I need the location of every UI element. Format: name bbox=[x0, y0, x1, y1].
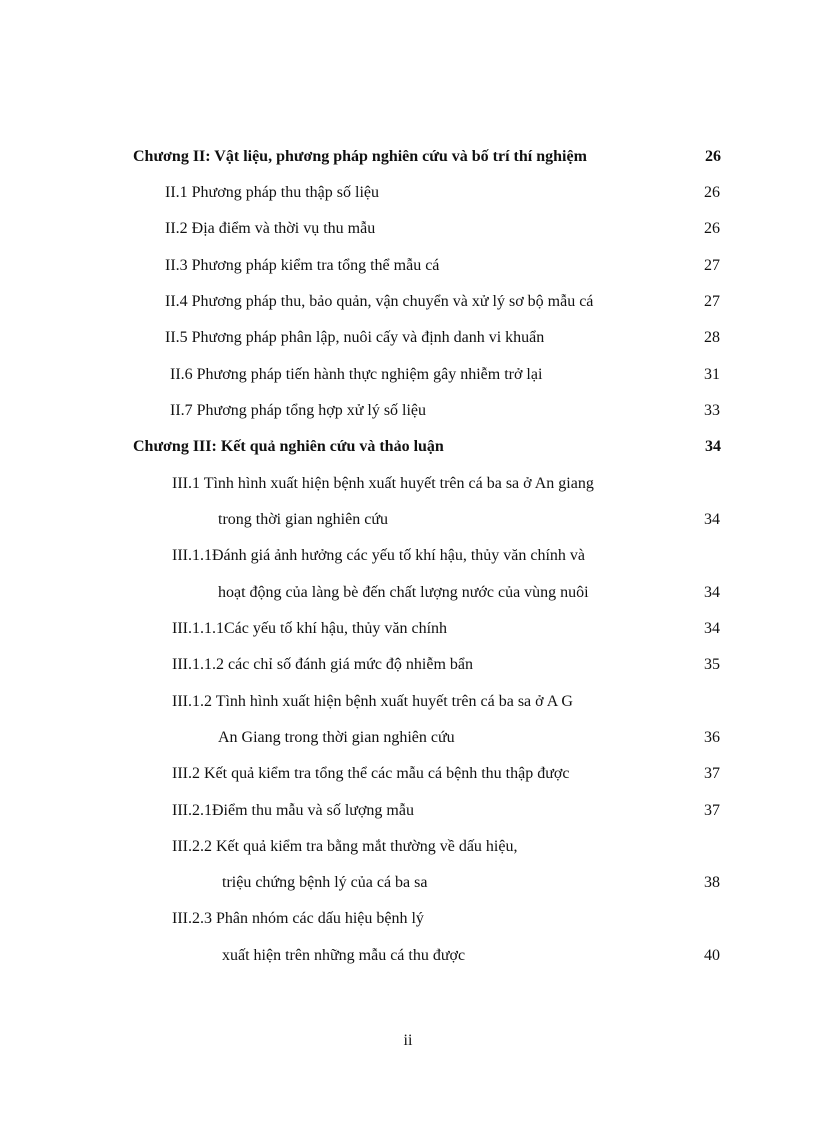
toc-entry-title: III.1.1.1Các yếu tố khí hậu, thủy văn chính bbox=[172, 620, 448, 637]
toc-entry-page: 36 bbox=[704, 729, 720, 746]
toc-entry-page: 26 bbox=[704, 184, 720, 201]
toc-entry-title: xuất hiện trên những mẫu cá thu được bbox=[222, 947, 466, 964]
toc-entry bbox=[165, 325, 720, 351]
toc-entry-title: III.1.2 Tình hình xuất hiện bệnh xuất huyết trên cá ba sa ở A G bbox=[172, 693, 573, 710]
toc-entry-title: III.1.1.2 các chỉ số đánh giá mức độ nhiễm bẩn bbox=[172, 656, 474, 673]
toc-entry-page: 28 bbox=[704, 329, 720, 346]
toc-entry-continuation bbox=[218, 725, 720, 751]
toc-entry-title: III.2 Kết quả kiểm tra tổng thể các mẫu cá bệnh thu thập được bbox=[172, 765, 570, 782]
toc-entry-title: II.6 Phương pháp tiến hành thực nghiệm gây nhiễm trở lại bbox=[170, 366, 543, 383]
toc-entry-continuation bbox=[218, 507, 720, 533]
toc-entry-title: triệu chứng bệnh lý của cá ba sa bbox=[222, 874, 428, 891]
toc-entry-title: II.3 Phương pháp kiểm tra tổng thể mẫu cá bbox=[165, 257, 440, 274]
toc-entry bbox=[172, 652, 720, 678]
toc-entry-title: II.4 Phương pháp thu, bảo quản, vận chuyển và xử lý sơ bộ mẫu cá bbox=[165, 293, 594, 310]
toc-entry-page: 40 bbox=[704, 947, 720, 964]
toc-entry-title: III.2.2 Kết quả kiểm tra bằng mắt thường về dấu hiệu, bbox=[172, 838, 518, 855]
toc-entry bbox=[172, 834, 720, 860]
toc-entry-continuation bbox=[222, 943, 720, 969]
toc-entry-page: 34 bbox=[704, 620, 720, 637]
toc-entry-page: 27 bbox=[704, 293, 720, 310]
toc-entry bbox=[172, 616, 720, 642]
toc-entry-title: trong thời gian nghiên cứu bbox=[218, 511, 388, 528]
toc-entry-page: 27 bbox=[704, 257, 720, 274]
toc-entry-page: 26 bbox=[704, 220, 720, 237]
toc-entry-page: 31 bbox=[704, 366, 720, 383]
toc-entry-title: II.5 Phương pháp phân lập, nuôi cấy và định danh vi khuẩn bbox=[165, 329, 545, 346]
toc-entry-page: 33 bbox=[704, 402, 720, 419]
toc-entry bbox=[172, 798, 720, 824]
toc-entry-page: 34 bbox=[705, 438, 721, 455]
toc-entry bbox=[172, 689, 720, 715]
toc-entry-title: An Giang trong thời gian nghiên cứu bbox=[218, 729, 455, 746]
toc-entry-title: II.1 Phương pháp thu thập số liệu bbox=[165, 184, 379, 201]
toc-entry-title: III.2.1Điểm thu mẫu và số lượng mẫu bbox=[172, 802, 414, 819]
toc-entry-continuation bbox=[222, 870, 720, 896]
toc-entry-title: III.2.3 Phân nhóm các dấu hiệu bệnh lý bbox=[172, 910, 424, 927]
toc-entry bbox=[165, 216, 720, 242]
toc-entry-page: 37 bbox=[704, 802, 720, 819]
toc-entry-page: 34 bbox=[704, 584, 720, 601]
toc-entry-title: III.1.1Đánh giá ảnh hưởng các yếu tố khí hậu, thủy văn chính và bbox=[172, 547, 586, 564]
toc-entry-page: 26 bbox=[705, 148, 721, 165]
toc-entry bbox=[172, 543, 720, 569]
toc-entry-page: 38 bbox=[704, 874, 720, 891]
toc-entry-title: hoạt động của làng bè đến chất lượng nước của vùng nuôi bbox=[218, 584, 589, 601]
toc-entry-title: Chương III: Kết quả nghiên cứu và thảo luận bbox=[133, 438, 444, 455]
toc-entry-page: 35 bbox=[704, 656, 720, 673]
toc-entry-continuation bbox=[218, 580, 720, 606]
toc-entry bbox=[172, 906, 720, 932]
toc-entry-chapter-3 bbox=[133, 434, 721, 460]
toc-entry bbox=[172, 761, 720, 787]
toc-entry-title: III.1 Tình hình xuất hiện bệnh xuất huyết trên cá ba sa ở An giang bbox=[172, 475, 594, 492]
toc-entry-title: Chương II: Vật liệu, phương pháp nghiên cứu và bố trí thí nghiệm bbox=[133, 148, 587, 165]
toc-entry bbox=[172, 471, 720, 497]
toc-entry bbox=[165, 180, 720, 206]
toc-entry bbox=[165, 253, 720, 279]
toc-entry-chapter-2 bbox=[133, 144, 721, 170]
toc-entry bbox=[170, 362, 720, 388]
toc-entry bbox=[165, 289, 720, 315]
toc-entry-page: 37 bbox=[704, 765, 720, 782]
toc-entry-title: II.7 Phương pháp tổng hợp xử lý số liệu bbox=[170, 402, 427, 419]
toc-entry-title: II.2 Địa điểm và thời vụ thu mẫu bbox=[165, 220, 376, 237]
toc-entry bbox=[170, 398, 720, 424]
toc-entry-page: 34 bbox=[704, 511, 720, 528]
page-number: ii bbox=[403, 1032, 413, 1049]
